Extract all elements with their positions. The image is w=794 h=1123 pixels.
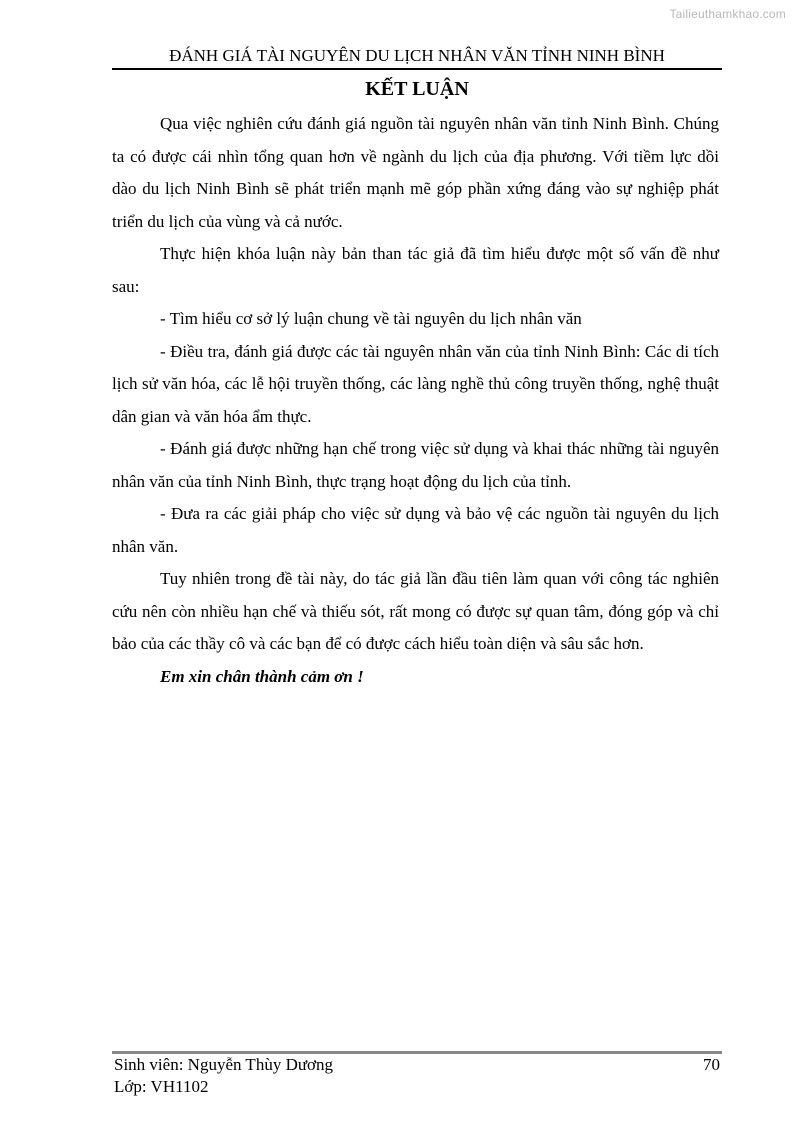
class-code: Lớp: VH1102 — [114, 1077, 209, 1096]
list-item-survey: - Điều tra, đánh giá được các tài nguyên nhân văn của tỉnh Ninh Bình: Các di tích lịch sử văn hóa, các lễ hội truyền thống, các làng nghề thủ công truyền thống, nghệ thuật dân gian và văn hóa ẩm thực. — [112, 341, 719, 426]
list-item-theory: - Tìm hiểu cơ sở lý luận chung về tài nguyên du lịch nhân văn — [160, 309, 582, 328]
paragraph-acknowledgement: Tuy nhiên trong đề tài này, do tác giả lần đầu tiên làm quan với công tác nghiên cứu nên còn nhiều hạn chế và thiếu sót, rất mong có được sự quan tâm, đóng góp và chỉ bảo của các thầy cô và các bạn để có được cách hiểu toàn diện và sâu sắc hơn. — [112, 569, 719, 653]
paragraph-summary-lead: Thực hiện khóa luận này bản than tác giả đã tìm hiểu được một số vấn đề như sau: — [112, 244, 719, 296]
student-name: Sinh viên: Nguyễn Thùy Dương — [114, 1055, 334, 1074]
section-title: KẾT LUẬN — [365, 78, 469, 100]
body-text — [112, 108, 719, 693]
watermark-text: Tailieuthamkhao.com — [669, 7, 786, 21]
list-item-solutions: - Đưa ra các giải pháp cho việc sử dụng và bảo vệ các nguồn tài nguyên du lịch nhân văn. — [112, 504, 719, 556]
page-footer — [114, 1054, 720, 1098]
running-header: ĐÁNH GIÁ TÀI NGUYÊN DU LỊCH NHÂN VĂN TỈNH NINH BÌNH — [169, 46, 665, 65]
list-item-limitations: - Đánh giá được những hạn chế trong việc sử dụng và khai thác những tài nguyên nhân văn của tỉnh Ninh Bình, thực trạng hoạt động du lịch của tỉnh. — [112, 439, 719, 491]
closing-thanks: Em xin chân thành cảm ơn ! — [160, 666, 364, 686]
page-number: 70 — [703, 1055, 720, 1074]
header-divider — [112, 68, 722, 70]
paragraph-intro: Qua việc nghiên cứu đánh giá nguồn tài nguyên nhân văn tỉnh Ninh Bình. Chúng ta có được cái nhìn tổng quan hơn về ngành du lịch của địa phương. Với tiềm lực dồi dào du lịch Ninh Bình sẽ phát triển mạnh mẽ góp phần xứng đáng vào sự nghiệp phát triển du lịch của vùng và cả nước. — [112, 114, 719, 231]
